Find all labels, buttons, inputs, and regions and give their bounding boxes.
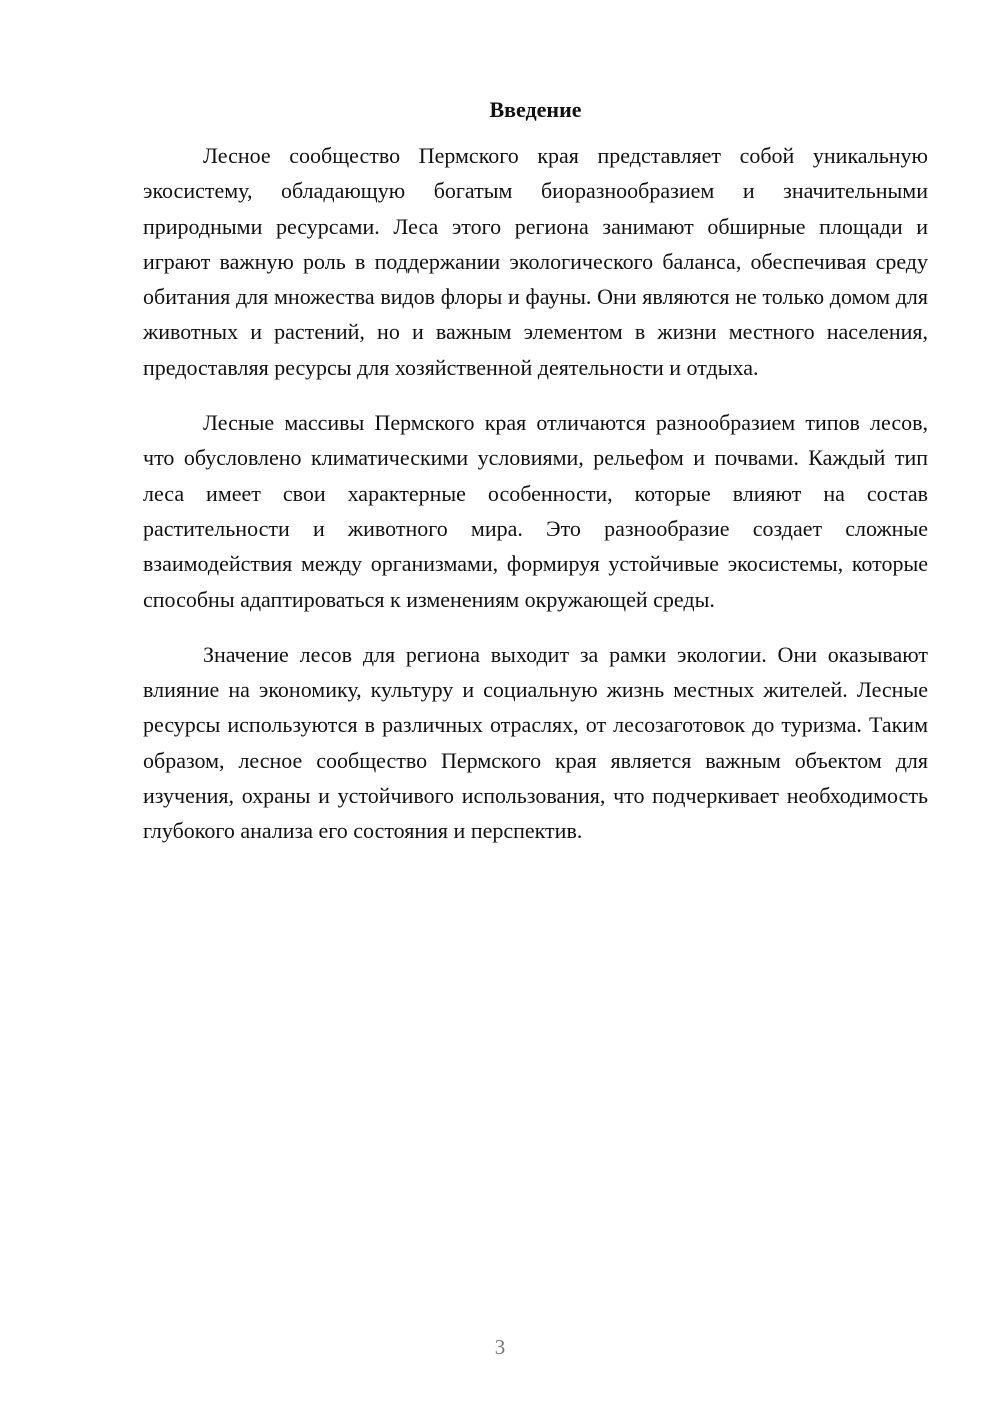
paragraph-3: Значение лесов для региона выходит за рамки экологии. Они оказывают влияние на экономику, культуру и социальную жизнь местных жителей. Лесные ресурсы используются в различных отраслях, от лесозаготовок до туризма. Таким образом, лесное сообщество Пермского края является важным объектом для изучения, охраны и устойчивого использования, что подчеркивает необходимость глубокого анализа его состояния и перспектив.	[143, 641, 928, 844]
page-number: 3	[494, 1335, 506, 1359]
page-content	[143, 94, 928, 869]
paragraph-2: Лесные массивы Пермского края отличаются разнообразием типов лесов, что обусловлено климатическими условиями, рельефом и почвами. Каждый тип леса имеет свои характерные особенности, которые влияют на состав растительности и животного мира. Это разнообразие создает сложные взаимодействия между организмами, формируя устойчивые экосистемы, которые способны адаптироваться к изменениям окружающей среды.	[143, 410, 928, 612]
paragraph-1: Лесное сообщество Пермского края представляет собой уникальную экосистему, обладающую богатым биоразнообразием и значительными природными ресурсами. Леса этого региона занимают обширные площади и играют важную роль в поддержании экологического баланса, обеспечивая среду обитания для множества видов флоры и фауны. Они являются не только домом для животных и растений, но и важным элементом в жизни местного населения, предоставляя ресурсы для хозяйственной деятельности и отдыха.	[143, 143, 928, 380]
section-title: Введение	[489, 97, 582, 122]
